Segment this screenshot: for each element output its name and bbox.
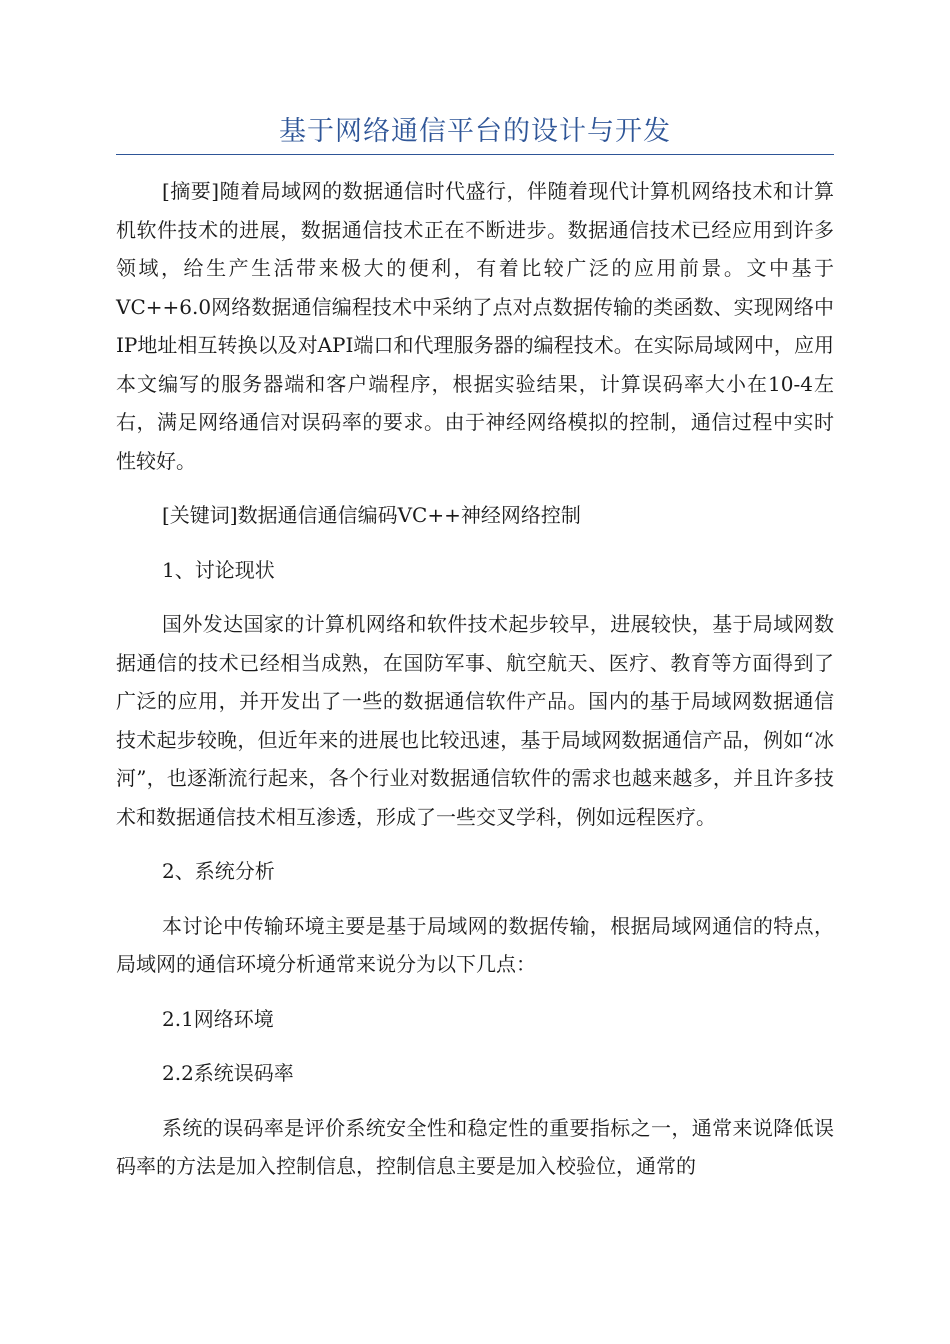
section-heading: 1、讨论现状 — [162, 557, 275, 582]
section-heading: 2、系统分析 — [162, 859, 275, 883]
abstract-paragraph: [摘要]随着局域网的数据通信时代盛行，伴随着现代计算机网络技术和计算机软件技术的进展，数据通信技术正在不断进步。数据通信技术已经应用到许多领域，给生产生活带来极大的便利，有着比较广泛的应用前景。文中基于VC++6.0网络数据通信编程技术中采纳了点对点数据传输的类函数、实现网络中IP地址相互转换以及对API端口和代理服务器的编程技术。在实际局域网中，应用本文编写的服务器端和客户端程序，根据实验结果，计算误码率大小在10-4左右，满足网络通信对误码率的要求。由于神经网络模拟的控制，通信过程中实时性较好。 — [116, 179, 834, 473]
document-title: 基于网络通信平台的设计与开发 — [279, 116, 671, 147]
body-paragraph: 本讨论中传输环境主要是基于局域网的数据传输，根据局域网通信的特点，局域网的通信环境分析通常来说分为以下几点： — [116, 913, 834, 976]
title-underline — [116, 154, 834, 155]
body-paragraph: 国外发达国家的计算机网络和软件技术起步较早，进展较快，基于局域网数据通信的技术已经相当成熟，在国防军事、航空航天、医疗、教育等方面得到了广泛的应用，并开发出了一些的数据通信软件产品。国内的基于局域网数据通信技术起步较晚，但近年来的进展也比较迅速，基于局域网数据通信产品，例如“冰河”，也逐渐流行起来，各个行业对数据通信软件的需求也越来越多，并且许多技术和数据通信技术相互渗透，形成了一些交叉学科，例如远程医疗。 — [116, 612, 834, 829]
subsection-heading: 2.1网络环境 — [162, 1006, 274, 1031]
body-paragraph: 系统的误码率是评价系统安全性和稳定性的重要指标之一，通常来说降低误码率的方法是加入控制信息，控制信息主要是加入校验位，通常的 — [116, 1115, 834, 1178]
keywords-paragraph: [关键词]数据通信通信编码VC++神经网络控制 — [162, 503, 581, 527]
subsection-heading: 2.2系统误码率 — [162, 1061, 294, 1085]
document-body — [116, 172, 834, 1202]
